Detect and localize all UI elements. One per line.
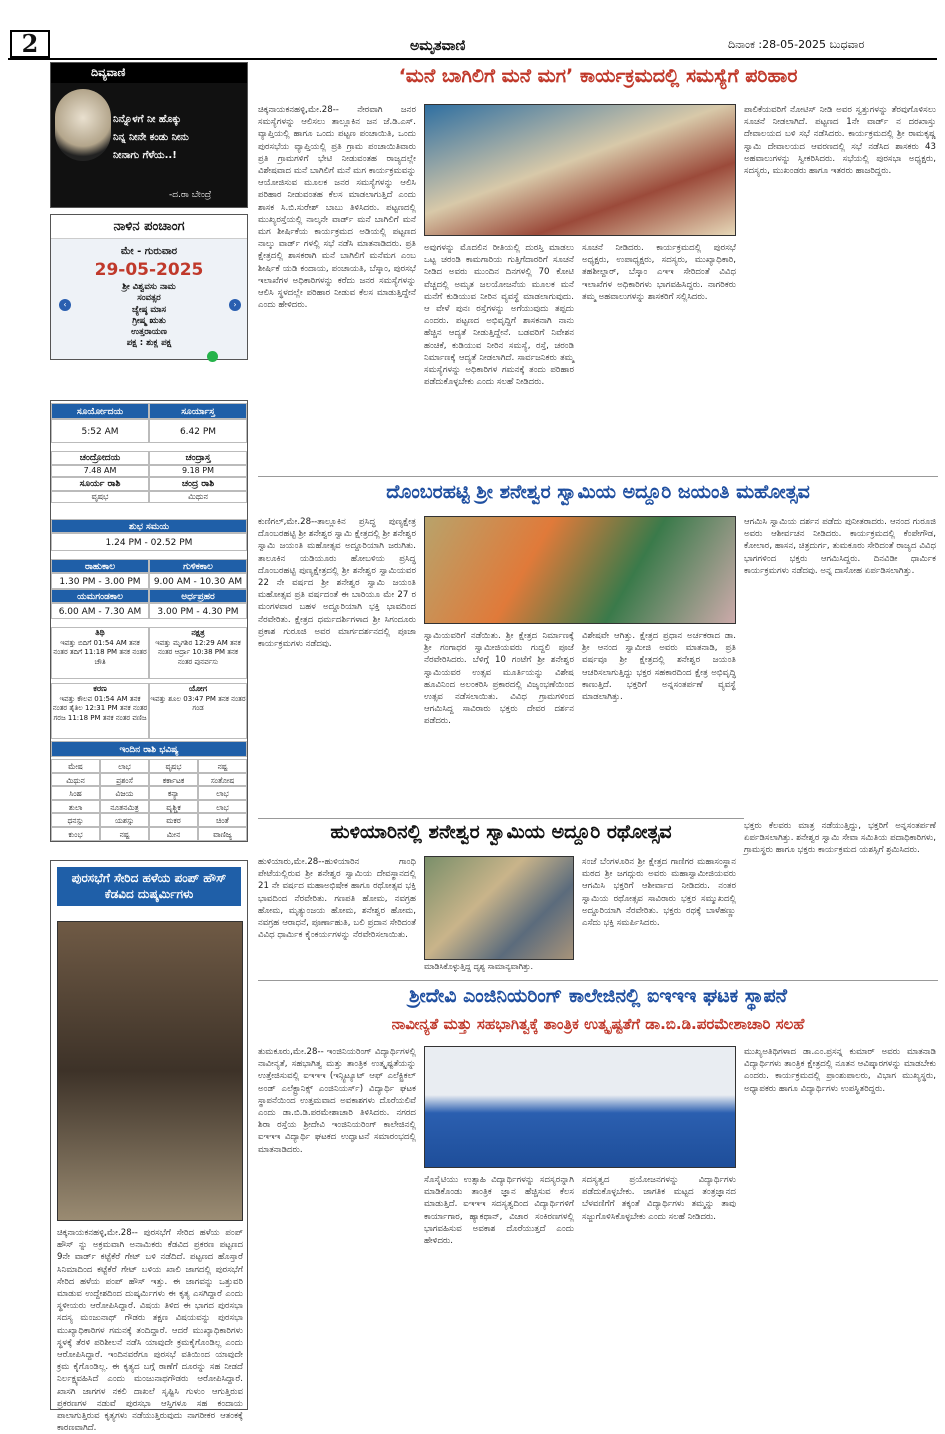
rashi-grid — [51, 759, 247, 841]
rahu-label: ರಾಹುಕಾಲ — [51, 559, 149, 573]
story3-col1: ಹುಳಿಯಾರು,ಮೇ.28--ಹುಳಿಯಾರಿನ ಗಾಂಧಿ ಪೇಟೆಯಲ್ಲಿರುವ ಶ್ರೀ ಶನೇಶ್ವರ ಸ್ವಾಮಿಯ ದೇವಸ್ಥಾನದಲ್ಲಿ 21 ನೇ ವರ್ಷದ ಮಹಾಅಭಿಷೇಕ ಹಾಗೂ ರಥೋತ್ಸವ ಭಕ್ತಿ ಭಾವದಿಂದ ನೆರವೇರಿತು. ಗಣಪತಿ ಹೋಮ, ನವಗ್ರಹ ಹೋಮ, ಮೃತ್ಯುಂಜಯ ಹೋಮ, ಶನೇಶ್ವರ ಹೋಮ, ನವಗ್ರಹ ಆರಾಧನೆ, ಪೂರ್ಣಾಹುತಿ, ಬಲಿ ಪ್ರದಾನ ಸೇರಿದಂತೆ ವಿವಿಧ ಧಾರ್ಮಿಕ ಕೈಂಕರ್ಯಗಳನ್ನು ನೆರವೇರಿಸಲಾಯಿತು. — [258, 857, 416, 941]
rashi-name: ಕರ್ಕಾಟಕ — [149, 773, 198, 787]
story1-photo — [424, 104, 736, 236]
rashi-prediction: ಪ್ರಶಂಸೆ — [100, 773, 149, 787]
next-arrow-icon[interactable]: › — [229, 299, 241, 311]
story3-caption: ಮಾಡಿಸಿಕೊಳ್ಳುತ್ತಿದ್ದ ದೃಶ್ಯ ಸಾಮಾನ್ಯವಾಗಿತ್ತು. — [424, 962, 534, 971]
gulika-label: ಗುಳಿಕಕಾಲ — [149, 559, 247, 573]
story1-col1: ಚಿಕ್ಕನಾಯಕನಹಳ್ಳಿ,ಮೇ.28-- ನೇರವಾಗಿ ಜನರ ಸಮಸ್ಯೆಗಳನ್ನು ಆಲಿಸಲು ತಾಲ್ಲೂಕಿನ ಜನ ಜೆ.ಡಿ.ಎಸ್. ವ್ಯಾಪ್ತಿಯಲ್ಲಿ ಹಾಗೂ ಒಂದು ಪಟ್ಟಣ ಪಂಚಾಯಿತಿ, ಒಂದು ಪುರಸಭೆಯ ವ್ಯಾಪ್ತಿಯಲ್ಲಿ ಪ್ರತಿ ಗ್ರಾಮ ಪಂಚಾಯಿತಿವಾರು ಪ್ರತಿ ಗ್ರಾಮಗಳಿಗೆ ಭೇಟಿ ನೀಡುವಂತಹ ರಾಜ್ಯದಲ್ಲೇ ವಿಶೇಷವಾದ ಮನೆ ಬಾಗಿಲಿಗೆ ಮನೆ ಮಗ ಕಾರ್ಯಕ್ರಮವನ್ನು ಆಯೋಜಿಸುವ ಮೂಲಕ ಜನರ ಸಮಸ್ಯೆಗಳನ್ನು ಆಲಿಸಿ ಪರಿಹಾರ ನೀಡುವಂತಹ ಕೆಲಸ ಮಾಡಲಾಗುತ್ತಿದೆ ಎಂದು ಶಾಸಕ ಸಿ.ಬಿ.ಸುರೇಶ್ ಬಾಬು ತಿಳಿಸಿದರು. ಪಟ್ಟಣದಲ್ಲಿ ಮುಖ್ಯರಸ್ತೆಯಲ್ಲಿ ನಾಲ್ಕನೇ ವಾರ್ಡ್ ಮನೆ ಬಾಗಿಲಿಗೆ ಮನೆ ಮಗ ಶೀರ್ಷಿಕೆಯ ಕಾರ್ಯಕ್ರಮದ ಅಡಿಯಲ್ಲಿ ಪಟ್ಟಣದ ನಾಲ್ಕು ವಾರ್ಡ್ ಗಳಲ್ಲಿ ಸಭೆ ನಡೆಸಿ ಮಾತನಾಡಿದರು. ಪ್ರತಿ ಕ್ಷೇತ್ರದಲ್ಲಿ ಶಾಸಕರಾಗಿ ಮನೆ ಬಾಗಿಲಿಗೆ ಮನೆಮಗ ಎಂಬ ಶೀರ್ಷಿಕೆ ಯಡಿ ಕಂದಾಯ, ಪಂಚಾಯತಿ, ಬೆಸ್ಕಾಂ, ಪುರಸಭೆ ಇಲಾಖೆಗಳ ಅಧಿಕಾರಿಗಳನ್ನು ಕರೆದು ಜನರ ಸಮಸ್ಯೆಗಳನ್ನು ಆಲಿಸಿ ಸ್ಥಳದಲ್ಲೇ ಪರಿಹಾರ ನೀಡುವ ಕೆಲಸ ಮಾಡುತ್ತಿದ್ದೇನೆ ಎಂದು ಹೇಳಿದರು. — [258, 105, 416, 311]
nakshatra-label: ನಕ್ಷತ್ರ — [191, 628, 205, 637]
sunrise-label: ಸೂರ್ಯೋದಯ — [51, 403, 149, 419]
story3-photo — [424, 856, 574, 960]
story3-headline: ಹುಳಿಯಾರಿನಲ್ಲಿ ಶನೇಶ್ವರ ಸ್ವಾಮಿಯ ಅದ್ದೂರಿ ರಥೋತ್ಸವ — [330, 821, 672, 843]
panchanga-line: ಪಕ್ಷ : ಶುಕ್ಲ ಪಕ್ಷ — [126, 337, 172, 348]
durmuhurta-label: ಅರ್ಧಪ್ರಹರ — [149, 589, 247, 603]
durmuhurta-value: 3.00 PM - 4.30 PM — [149, 603, 247, 619]
shubha-value: 1.24 PM - 02.52 PM — [51, 533, 247, 551]
story2-photo — [424, 516, 736, 624]
poet-portrait — [55, 89, 111, 161]
yoga-value: ಇವತ್ತು ಶೂಲ 03:47 PM ತನಕ ನಂತರ ಗಂಡ — [150, 694, 246, 713]
tithi-label: ತಿಥಿ — [95, 628, 105, 637]
panchanga-date: 29-05-2025 — [94, 259, 204, 280]
moonset-label: ಚಂದ್ರಾಸ್ತ — [149, 451, 247, 465]
shubha-label: ಶುಭ ಸಮಯ — [51, 519, 247, 533]
story1-col3: ಸೂಚನೆ ನೀಡಿದರು. ಕಾರ್ಯಕ್ರಮದಲ್ಲಿ ಪುರಸಭೆ ಅಧ್ಯಕ್ಷರು, ಉಪಾಧ್ಯಕ್ಷರು, ಸದಸ್ಯರು, ಮುಖ್ಯಾಧಿಕಾರಿ, ತಹಶೀಲ್ದಾರ್, ಬೆಸ್ಕಾಂ ಎಇಇ ಸೇರಿದಂತೆ ವಿವಿಧ ಇಲಾಖೆಗಳ ಅಧಿಕಾರಿಗಳು ಭಾಗವಹಿಸಿದ್ದರು. ನಾಗರಿಕರು ತಮ್ಮ ಅಹವಾಲುಗಳನ್ನು ಶಾಸಕರಿಗೆ ಸಲ್ಲಿಸಿದರು. — [582, 243, 736, 302]
panchanga-line: ಸಂವತ್ಸರ — [137, 293, 161, 304]
rule-2 — [258, 818, 744, 819]
yama-value: 6.00 AM - 7.30 AM — [51, 603, 149, 619]
panchanga-lines — [51, 282, 247, 348]
rashi-prediction: ವಿಜಯ — [100, 786, 149, 800]
story2-col1: ಕುಣಿಗಲ್,ಮೇ.28--ತಾಲ್ಲೂಕಿನ ಪ್ರಸಿದ್ಧ ಪುಣ್ಯಕ್ಷೇತ್ರ ದೊಂಬರಹಟ್ಟಿ ಶ್ರೀ ಶನೇಶ್ವರ ಸ್ವಾಮಿ ಕ್ಷೇತ್ರದಲ್ಲಿ ಶ್ರೀ ಶನೇಶ್ವರ ಸ್ವಾಮಿ ಜಯಂತಿ ಮಹೋತ್ಸವ ಅದ್ದೂರಿಯಾಗಿ ಜರುಗಿತು. ತಾಲೂಕಿನ ಯಡಿಯೂರು ಹೋಬಳಿಯ ಪ್ರಸಿದ್ಧ ದೊಂಬರಹಟ್ಟಿ ಪುಣ್ಯಕ್ಷೇತ್ರದಲ್ಲಿ ಶ್ರೀ ಶನೇಶ್ವರ ಸ್ವಾಮಿಯವರ 22 ನೇ ವರ್ಷದ ಶ್ರೀ ಶನೇಶ್ವರ ಸ್ವಾಮಿ ಜಯಂತಿ ಮಹೋತ್ಸವ ಪ್ರತಿ ವರ್ಷದಂತೆ ಈ ಬಾರಿಯೂ ಮೇ 27 ರ ಮಂಗಳವಾರ ಬಹಳ ಅದ್ದೂರಿಯಾಗಿ ಭಕ್ತಿ ಭಾವದಿಂದ ನೆರವೇರಿತು. ಕ್ಷೇತ್ರದ ಧರ್ಮದರ್ಶಿಗಳಾದ ಶ್ರೀ ಸಿಗಂದೂರು ಪ್ರಕಾಶ ಗುರೂಜಿ ಅವರ ಮಾರ್ಗದರ್ಶನದಲ್ಲಿ ಪೂಜಾ ಕಾರ್ಯಕ್ರಮಗಳು ನಡೆದವು. — [258, 517, 416, 650]
story3-col2: ಸಂಜೆ ಬೆಂಗಳೂರಿನ ಶ್ರೀ ಕ್ಷೇತ್ರದ ಗಾಣಿಗರ ಮಹಾಸಂಸ್ಥಾನ ಮಠದ ಶ್ರೀ ಜಗದ್ಗುರು ಅವರು ಮಹಾಸ್ವಾಮೀಜಿಯವರು ಆಗಮಿಸಿ ಭಕ್ತರಿಗೆ ಆಶೀರ್ವಾದ ನೀಡಿದರು. ನಂತರ ಸ್ವಾಮಿಯ ರಥೋತ್ಸವ ಸಾವಿರಾರು ಭಕ್ತರ ಸಮ್ಮುಖದಲ್ಲಿ ಅದ್ದೂರಿಯಾಗಿ ನೆರವೇರಿತು. ಭಕ್ತರು ರಥಕ್ಕೆ ಬಾಳೆಹಣ್ಣು ಎಸೆದು ಭಕ್ತಿ ಸಮರ್ಪಿಸಿದರು. — [582, 857, 736, 929]
tithi-box — [51, 627, 149, 679]
timings-table — [50, 400, 248, 842]
rashi-name: ವೃಶ್ಚಿಕ — [149, 800, 198, 814]
panchanga-line: ಉತ್ತರಾಯಣ — [131, 326, 167, 337]
story4-photo — [424, 1046, 736, 1168]
panchanga-month-day: ಮೇ - ಗುರುವಾರ — [120, 246, 178, 257]
nakshatra-value: ಇವತ್ತು ಮೃಗಶಿರ 12:29 AM ತನಕ ನಂತರ ಆರ್ದ್ರಾ 10:38 PM ತನಕ ನಂತರ ಪುನರ್ವಸು — [155, 638, 241, 666]
divyavani-title: ದಿವ್ಯವಾಣಿ — [51, 63, 247, 83]
story1-col4: ಪಾಲಿಕೆಯವರಿಗೆ ನೋಟಿಸ್ ನೀಡಿ ಅವರ ಸ್ವತ್ತುಗಳನ್ನು ತೆರವುಗೊಳಿಸಲು ಸೂಚನೆ ನೀಡಲಾಗಿದೆ. ಪಟ್ಟಣದ 1ನೇ ವಾರ್ಡ್ ನ ದರಖಾಸ್ತು ದೇವಾಲಯದ ಬಳಿ ಸಭೆ ನಡೆಸಿದರು. ಕಾರ್ಯಕ್ರಮದಲ್ಲಿ ಶ್ರೀ ರಾಮಕೃಷ್ಣ ಸ್ವಾಮಿ ದೇವಾಲಯದ ಆವರಣದಲ್ಲಿ ಸಭೆ ನಡೆಸಿದ ಶಾಸಕರು 43 ಅಹವಾಲುಗಳನ್ನು ಸ್ವೀಕರಿಸಿದರು. ಸಭೆಯಲ್ಲಿ ಪುರಸಭಾ ಅಧ್ಯಕ್ಷರು, ಸದಸ್ಯರು, ಮುಖಂಡರು ಹಾಗೂ ಇತರರು ಹಾಜರಿದ್ದರು. — [744, 105, 936, 177]
pump-story-headline: ಪುರಸಭೆಗೆ ಸೇರಿದ ಹಳೆಯ ಪಂಪ್ ಹೌಸ್ ಕೆಡವಿದ ದುಷ್ಕರ್ಮಿಗಳು — [57, 867, 241, 906]
rashi-name: ಕುಂಭ — [51, 827, 100, 841]
rashi-prediction: ಲಾಭ — [198, 786, 247, 800]
karana-box — [51, 683, 149, 739]
karana-value: ಇವತ್ತು ಕೌಲವ 01:54 AM ತನಕ ನಂತರ ತೈತಿಲ 12:31 PM ತನಕ ನಂತರ ಗರಜ 11:18 PM ತನಕ ನಂತರ ವಣಿಜ — [52, 694, 148, 722]
panchanga-line: ಶ್ರೀ ವಿಶ್ವವಸು ನಾಮ — [122, 282, 176, 293]
rashi-prediction: ಲಾಭ — [100, 759, 149, 773]
pump-house-photo — [57, 921, 243, 1221]
story1-col2: ಅವುಗಳನ್ನು ಮೊದಲಿನ ರೀತಿಯಲ್ಲಿ ದುರಸ್ತಿ ಮಾಡಲು ಒಟ್ಟ ಚರಂಡಿ ಕಾಮಗಾರಿಯ ಗುತ್ತಿಗೆದಾರರಿಗೆ ಸೂಚನೆ ನೀಡಿದ ಅವರು ಮುಂದಿನ ದಿನಗಳಲ್ಲಿ 70 ಕೋಟಿ ವೆಚ್ಚದಲ್ಲಿ ಅಮೃತ ಜಲಯೋಜನೆಯ ಮೂಲಕ ಮನೆ ಮನೆಗೆ ಕುಡಿಯುವ ನೀರಿನ ವ್ಯವಸ್ಥೆ ಮಾಡಲಾಗುವುದು. ಆ ವೇಳೆ ಪುನಃ ರಸ್ತೆಗಳನ್ನು ಅಗೆಯುವುದು ತಪ್ಪದು ಎಂದರು. ಪಟ್ಟಣದ ಅಭಿವೃದ್ದಿಗೆ ಶಾಸಕನಾಗಿ ನಾನು ಹೆಚ್ಚಿನ ಆದ್ಯತೆ ನೀಡುತ್ತಿದ್ದೇನೆ. ಬಡವರಿಗೆ ನಿವೇಶನ ಹಂಚಿಕೆ, ಕುಡಿಯುವ ನೀರಿನ ಸಮಸ್ಯೆ, ರಸ್ತೆ, ಚರಂಡಿ ನಿರ್ಮಾಣಕ್ಕೆ ಆದ್ಯತೆ ನೀಡಲಾಗಿದೆ. ಸಾರ್ವಜನಿಕರು ತಮ್ಮ ಸಮಸ್ಯೆಗಳನ್ನು ಅಧಿಕಾರಿಗಳ ಗಮನಕ್ಕೆ ತಂದು ಪರಿಹಾರ ಪಡೆದುಕೊಳ್ಳಬೇಕು ಎಂದು ಸಲಹೆ ನೀಡಿದರು. — [424, 243, 574, 388]
story3-col3: ಭಕ್ತರು ಕೆಲವರು ಮಾತ್ರ ನಡೆಯುತ್ತಿದ್ದು, ಭಕ್ತರಿಗೆ ಅನ್ನಸಂತರ್ಪಣೆ ಏರ್ಪಡಿಸಲಾಗಿತ್ತು. ಶನೇಶ್ವರ ಸ್ವಾಮಿ ಸೇವಾ ಸಮಿತಿಯ ಪದಾಧಿಕಾರಿಗಳು, ಗ್ರಾಮಸ್ಥರು ಹಾಗೂ ಭಕ್ತರು ಕಾರ್ಯಕ್ರಮದ ಯಶಸ್ಸಿಗೆ ಶ್ರಮಿಸಿದರು. — [744, 821, 936, 856]
moon-sign-value: ಮಿಥುನ — [149, 491, 247, 503]
story2-col4: ಆಗಮಿಸಿ ಸ್ವಾಮಿಯ ದರ್ಶನ ಪಡೆದು ಪುನೀತರಾದರು. ಆನಂದ ಗುರೂಜಿ ಅವರು ಆಶೀರ್ವಚನ ನೀಡಿದರು. ಕಾರ್ಯಕ್ರಮದಲ್ಲಿ ಕೆಂಪೇಗೌಡ, ಕೋಲಾರ, ಹಾಸನ, ಚಿತ್ರದುರ್ಗ, ತುಮಕೂರು ಸೇರಿದಂತೆ ರಾಜ್ಯದ ವಿವಿಧ ಭಾಗಗಳಿಂದ ಭಕ್ತರು ಆಗಮಿಸಿದ್ದರು. ದಿನವಿಡೀ ಧಾರ್ಮಿಕ ಕಾರ್ಯಕ್ರಮಗಳು ನಡೆದವು. ಅನ್ನ ದಾಸೋಹ ಏರ್ಪಡಿಸಲಾಗಿತ್ತು. — [744, 517, 936, 576]
rashi-prediction: ಯಶಸ್ಸು — [100, 813, 149, 827]
story4-col4: ಮುಖ್ಯಅತಿಥಿಗಳಾದ ಡಾ.ಎಂ.ಪ್ರಸನ್ನ ಕುಮಾರ್ ಅವರು ಮಾತನಾಡಿ ವಿದ್ಯಾರ್ಥಿಗಳು ತಾಂತ್ರಿಕ ಕ್ಷೇತ್ರದಲ್ಲಿ ನೂತನ ಆವಿಷ್ಕಾರಗಳನ್ನು ಮಾಡಬೇಕು ಎಂದರು. ಕಾರ್ಯಕ್ರಮದಲ್ಲಿ ಪ್ರಾಂಶುಪಾಲರು, ವಿಭಾಗ ಮುಖ್ಯಸ್ಥರು, ಅಧ್ಯಾಪಕರು ಹಾಗೂ ವಿದ್ಯಾರ್ಥಿಗಳು ಉಪಸ್ಥಿತರಿದ್ದರು. — [744, 1047, 936, 1094]
story2-col2: ಸ್ವಾಮಿಯವರಿಗೆ ನಡೆಯಿತು. ಶ್ರೀ ಕ್ಷೇತ್ರದ ನಿರ್ಮಾಣಕ್ಕೆ ಶ್ರೀ ಗಂಗಾಧರ ಸ್ವಾಮೀಜಿಯವರು ಗುದ್ದಲಿ ಪೂಜೆ ನೆರವೇರಿಸಿದರು. ಬೆಳಿಗ್ಗೆ 10 ಗಂಟೆಗೆ ಶ್ರೀ ಶನೇಶ್ವರ ಸ್ವಾಮಿಯವರ ಉತ್ಸವ ಮೂರ್ತಿಯನ್ನು ವಿಶೇಷ ಹೂವಿನಿಂದ ಅಲಂಕರಿಸಿ ಪ್ರಕಾರದಲ್ಲಿ ವಿಜೃಂಭಣೆಯಿಂದ ಉತ್ಸವ ನಡೆಸಲಾಯಿತು. ವಿವಿಧ ಗ್ರಾಮಗಳಿಂದ ಆಗಮಿಸಿದ್ದ ಸಾವಿರಾರು ಭಕ್ತರು ದೇವರ ದರ್ಶನ ಪಡೆದರು. — [424, 631, 574, 727]
dateline: ದಿನಾಂಕ :28-05-2025 ಬುಧವಾರ — [728, 38, 865, 51]
prev-arrow-icon[interactable]: ‹ — [59, 299, 71, 311]
pump-story-box — [50, 860, 248, 1434]
rashi-name: ಮಕರ — [149, 813, 198, 827]
rashi-title: ಇಂದಿನ ರಾಶಿ ಭವಿಷ್ಯ — [51, 741, 247, 757]
panchanga-title: ನಾಳಿನ ಪಂಚಾಂಗ — [51, 215, 247, 239]
story4-headline: ಶ್ರೀದೇವಿ ಎಂಜಿನಿಯರಿಂಗ್ ಕಾಲೇಜಿನಲ್ಲಿ ಐಇಇಇ ಘಟಕ ಸ್ಥಾಪನೆ — [408, 985, 788, 1007]
sun-sign-label: ಸೂರ್ಯ ರಾಶಿ — [51, 477, 149, 491]
page-number: 2 — [10, 30, 50, 58]
story1-headline: ‘ಮನೆ ಬಾಗಿಲಿಗೆ ಮನೆ ಮಗ’ ಕಾರ್ಯಕ್ರಮದಲ್ಲಿ ಸಮಸ್ಯೆಗೆ ಪರಿಹಾರ — [398, 65, 798, 87]
tithi-value: ಇವತ್ತು ಬಿದಿಗೆ 01:54 AM ತನಕ ನಂತರ ತದಿಗೆ 11:18 PM ತನಕ ನಂತರ ಚೌತಿ — [53, 638, 147, 666]
sunset-value: 6.42 PM — [149, 419, 247, 443]
rashi-name: ಕನ್ಯಾ — [149, 786, 198, 800]
moonrise-label: ಚಂದ್ರೋದಯ — [51, 451, 149, 465]
panchanga-box — [50, 214, 248, 360]
quote-line-2: ನಿನ್ನ ನೀನೇ ಕಂಡು ನೀನು — [113, 132, 189, 143]
moonset-value: 9.18 PM — [149, 465, 247, 477]
sun-sign-value: ವೃಷಭ — [51, 491, 149, 503]
rashi-name: ಧನಸ್ಸು — [51, 813, 100, 827]
rashi-name: ವೃಷಭ — [149, 759, 198, 773]
rashi-prediction: ನೂತನಮಿತ್ರ — [100, 800, 149, 814]
rahu-value: 1.30 PM - 3.00 PM — [51, 573, 149, 589]
quote-author: -ದ.ರಾ ಬೇಂದ್ರೆ — [169, 190, 212, 200]
story2-col3: ವಿಶೇಷವೇ ಆಗಿತ್ತು. ಕ್ಷೇತ್ರದ ಪ್ರಧಾನ ಅರ್ಚಕರಾದ ಡಾ. ಶ್ರೀ ಆನಂದ ಸ್ವಾಮೀಜಿ ಅವರು ಮಾತನಾಡಿ, ಪ್ರತಿ ವರ್ಷವೂ ಶ್ರೀ ಕ್ಷೇತ್ರದಲ್ಲಿ ಶನೇಶ್ವರ ಜಯಂತಿ ಆಚರಿಸಲಾಗುತ್ತಿದ್ದು ಭಕ್ತರ ಸಹಕಾರದಿಂದ ಕ್ಷೇತ್ರ ಅಭಿವೃದ್ಧಿ ಕಾಣುತ್ತಿದೆ. ಭಕ್ತರಿಗೆ ಅನ್ನಸಂತರ್ಪಣೆ ವ್ಯವಸ್ಥೆ ಮಾಡಲಾಗಿತ್ತು. — [582, 631, 736, 703]
rashi-prediction: ನಷ್ಟ — [100, 827, 149, 841]
rashi-prediction: ಸಂತೋಷ — [198, 773, 247, 787]
rashi-name: ತುಲಾ — [51, 800, 100, 814]
rule-3 — [258, 980, 938, 981]
rashi-name: ಮೇಷ — [51, 759, 100, 773]
quote-line-1: ನಿನ್ನೊಳಗೆ ನೀ ಹೊಕ್ಕು — [113, 114, 182, 125]
sunset-label: ಸೂರ್ಯಾಸ್ತ — [149, 403, 247, 419]
rashi-prediction: ವಾಣಿಜ್ಯ — [198, 827, 247, 841]
pump-story-body: ಚಿಕ್ಕನಾಯಕನಹಳ್ಳಿ,ಮೇ.28-- ಪುರಸಭೆಗೆ ಸೇರಿದ ಹಳೆಯ ಪಂಪ್ ಹೌಸ್ ನ್ನು ಅಕ್ರಮವಾಗಿ ಅನಾಮಿಕರು ಕೆಡವಿದ ಪ್ರಕರಣ ಪಟ್ಟಣದ 9ನೇ ವಾರ್ಡ್ ಕಟ್ಟೆಕೆರೆ ಗೇಟ್ ಬಳಿ ನಡೆದಿದೆ. ಪಟ್ಟಣದ ಹೊಸ್ತಾರೆ ಸಿನಿಮಾದಿಂದ ಕಟ್ಟೆಕೆರೆ ಗೇಟ್ ಬಳಿಯ ಖಾಲಿ ಜಾಗದಲ್ಲಿ ಪುರಸಭೆಗೆ ಸೇರಿದ ಹಳೆಯ ಪಂಪ್ ಹೌಸ್ ಇತ್ತು. ಈ ಜಾಗವನ್ನು ಒತ್ತುವರಿ ಮಾಡುವ ಉದ್ದೇಶದಿಂದ ದುಷ್ಕರ್ಮಿಗಳು ಈ ಕೃತ್ಯ ಎಸಗಿದ್ದಾರೆ ಎಂದು ಸ್ಥಳೀಯರು ಆರೋಪಿಸಿದ್ದಾರೆ. ವಿಷಯ ತಿಳಿದ ಈ ಭಾಗದ ಪುರಸಭಾ ಸದಸ್ಯ ಮಂಜುನಾಥ್ ಗೌಡರು ತಕ್ಷಣ ವಿಷಯವನ್ನು ಪುರಸಭಾ ಮುಖ್ಯಾಧಿಕಾರಿಗಳ ಗಮನಕ್ಕೆ ತಂದಿದ್ದಾರೆ. ಆದರೆ ಮುಖ್ಯಾಧಿಕಾರಿಗಳು ಸ್ಥಳಕ್ಕೆ ತೆರಳಿ ಪರಿಶೀಲನೆ ನಡೆಸಿ ಯಾವುದೇ ಕ್ರಮಕೈಗೊಂಡಿಲ್ಲ ಎಂದು ಆರೋಪಿಸಿದ್ದಾರೆ. ಇಂದಿನವರೆಗೂ ಪುರಸಭೆ ವತಿಯಿಂದ ಯಾವುದೇ ಕ್ರಮ ಕೈಗೊಂಡಿಲ್ಲ. ಈ ಕೃತ್ಯದ ಬಗ್ಗೆ ಠಾಣೆಗೆ ದೂರನ್ನು ಸಹ ನೀಡದೆ ನಿರ್ಲಕ್ಷ್ಯವಹಿಸಿದೆ ಎಂದು ಮಂಜುನಾಥಗೌಡರು ಆರೋಪಿಸಿದ್ದಾರೆ. ಖಾಸಗಿ ಜಾಗಗಳ ನಕಲಿ ದಾಖಲೆ ಸೃಷ್ಟಿಸಿ ಗುಳುಂ ಆಗುತ್ತಿರುವ ಪ್ರಕರಣಗಳ ನಡುವೆ ಪುರಸಭಾ ಆಸ್ತಿಗಳೂ ಸಹ ಕಂದಾಯ ಪಾಲಾಗುತ್ತಿರುವ ಕೃತ್ಯಗಳು ನಡೆಯುತ್ತಿರುವುದು ನಾಗರೀಕರ ಆತಂಕಕ್ಕೆ ಕಾರಣವಾಗಿದೆ. — [57, 1228, 243, 1434]
rashi-prediction: ಚಿಂತೆ — [198, 813, 247, 827]
rashi-prediction: ನಷ್ಟ — [198, 759, 247, 773]
story4-col1: ತುಮಕೂರು,ಮೇ.28-- ಇಂಜಿನಿಯರಿಂಗ್ ವಿದ್ಯಾರ್ಥಿಗಳಲ್ಲಿ ನಾವೀನ್ಯತೆ, ಸಹಭಾಗಿತ್ವ ಮತ್ತು ತಾಂತ್ರಿಕ ಉತ್ಕೃಷ್ಟತೆಯನ್ನು ಉತ್ತೇಜಿಸುವಲ್ಲಿ ಐಇಇಇ (ಇನ್ಸ್ಟಿಟ್ಯೂಟ್ ಆಫ್ ಎಲೆಕ್ಟ್ರಿಕಲ್ ಅಂಡ್ ಎಲೆಕ್ಟ್ರಾನಿಕ್ಸ್ ಎಂಜಿನಿಯರ್ಸ್) ವಿದ್ಯಾರ್ಥಿ ಘಟಕ ಸ್ಥಾಪನೆಯಿಂದ ಉತ್ತಮವಾದ ಅವಕಾಶಗಳು ದೊರೆಯಲಿವೆ ಎಂದು ಡಾ.ಬಿ.ಡಿ.ಪರಮೇಶಾಚಾರಿ ತಿಳಿಸಿದರು. ನಗರದ ಶಿರಾ ರಸ್ತೆಯ ಶ್ರೀದೇವಿ ಇಂಜಿನಿಯರಿಂಗ್ ಕಾಲೇಜಿನಲ್ಲಿ ಐಇಇಇ ವಿದ್ಯಾರ್ಥಿ ಘಟಕದ ಉದ್ಘಾಟನೆ ಸಮಾರಂಭದಲ್ಲಿ ಮಾತನಾಡಿದರು. — [258, 1047, 416, 1155]
whatsapp-icon[interactable] — [207, 351, 218, 362]
story4-subhead: ನಾವೀನ್ಯತೆ ಮತ್ತು ಸಹಭಾಗಿತ್ವಕ್ಕೆ ತಾಂತ್ರಿಕ ಉತ್ಕೃಷ್ಟತೆಗೆ ಡಾ.ಬಿ.ಡಿ.ಪರಮೇಶಾಚಾರಿ ಸಲಹೆ — [391, 1015, 805, 1033]
rashi-name: ಸಿಂಹ — [51, 786, 100, 800]
karana-label: ಕರಣ — [93, 684, 107, 693]
story4-col2: ಸೊಸೈಟಿಯು ಉತ್ಸಾಹಿ ವಿದ್ಯಾರ್ಥಿಗಳನ್ನು ಸದಸ್ಯರನ್ನಾಗಿ ಮಾಡಿಕೊಂಡು ತಾಂತ್ರಿಕ ಜ್ಞಾನ ಹೆಚ್ಚಿಸುವ ಕೆಲಸ ಮಾಡುತ್ತಿದೆ. ಐಇಇಇ ಸದಸ್ಯತ್ವದಿಂದ ವಿದ್ಯಾರ್ಥಿಗಳಿಗೆ ಕಾರ್ಯಾಗಾರ, ಹ್ಯಾಕಥಾನ್, ವಿಚಾರ ಸಂಕಿರಣಗಳಲ್ಲಿ ಭಾಗವಹಿಸುವ ಅವಕಾಶ ದೊರೆಯುತ್ತದೆ ಎಂದು ಹೇಳಿದರು. — [424, 1175, 574, 1247]
rashi-name: ಮಿಥುನ — [51, 773, 100, 787]
divyavani-box — [50, 62, 248, 208]
gulika-value: 9.00 AM - 10.30 AM — [149, 573, 247, 589]
rashi-name: ಮೀನ — [149, 827, 198, 841]
panchanga-line: ಗ್ರೀಷ್ಮ ಋತು — [132, 315, 166, 326]
moonrise-value: 7.48 AM — [51, 465, 149, 477]
rashi-prediction: ಲಾಭ — [198, 800, 247, 814]
panchanga-line: ಜ್ಯೇಷ್ಠ ಮಾಸ — [131, 304, 166, 315]
rule-1 — [258, 476, 938, 477]
yoga-label: ಯೋಗ — [188, 684, 208, 693]
nakshatra-box — [149, 627, 247, 679]
story2-headline: ದೊಂಬರಹಟ್ಟಿ ಶ್ರೀ ಶನೇಶ್ವರ ಸ್ವಾಮಿಯ ಅದ್ದೂರಿ ಜಯಂತಿ ಮಹೋತ್ಸವ — [386, 481, 810, 503]
yoga-box — [149, 683, 247, 739]
paper-name: ಅಮೃತವಾಣಿ — [410, 38, 466, 54]
story4-col3: ಸದಸ್ಯತ್ವದ ಪ್ರಯೋಜನಗಳನ್ನು ವಿದ್ಯಾರ್ಥಿಗಳು ಪಡೆದುಕೊಳ್ಳಬೇಕು. ಜಾಗತಿಕ ಮಟ್ಟದ ತಂತ್ರಜ್ಞಾನದ ಬೆಳವಣಿಗೆಗೆ ತಕ್ಕಂತೆ ವಿದ್ಯಾರ್ಥಿಗಳು ತಮ್ಮನ್ನು ತಾವು ಸಜ್ಜುಗೊಳಿಸಿಕೊಳ್ಳಬೇಕು ಎಂದು ಸಲಹೆ ನೀಡಿದರು. — [582, 1175, 736, 1222]
yama-label: ಯಮಗಂಡಕಾಲ — [51, 589, 149, 603]
quote-line-3: ನೀನಾಗು ಗೆಳೆಯ..! — [113, 150, 177, 161]
moon-sign-label: ಚಂದ್ರ ರಾಶಿ — [149, 477, 247, 491]
sunrise-value: 5:52 AM — [51, 419, 149, 443]
